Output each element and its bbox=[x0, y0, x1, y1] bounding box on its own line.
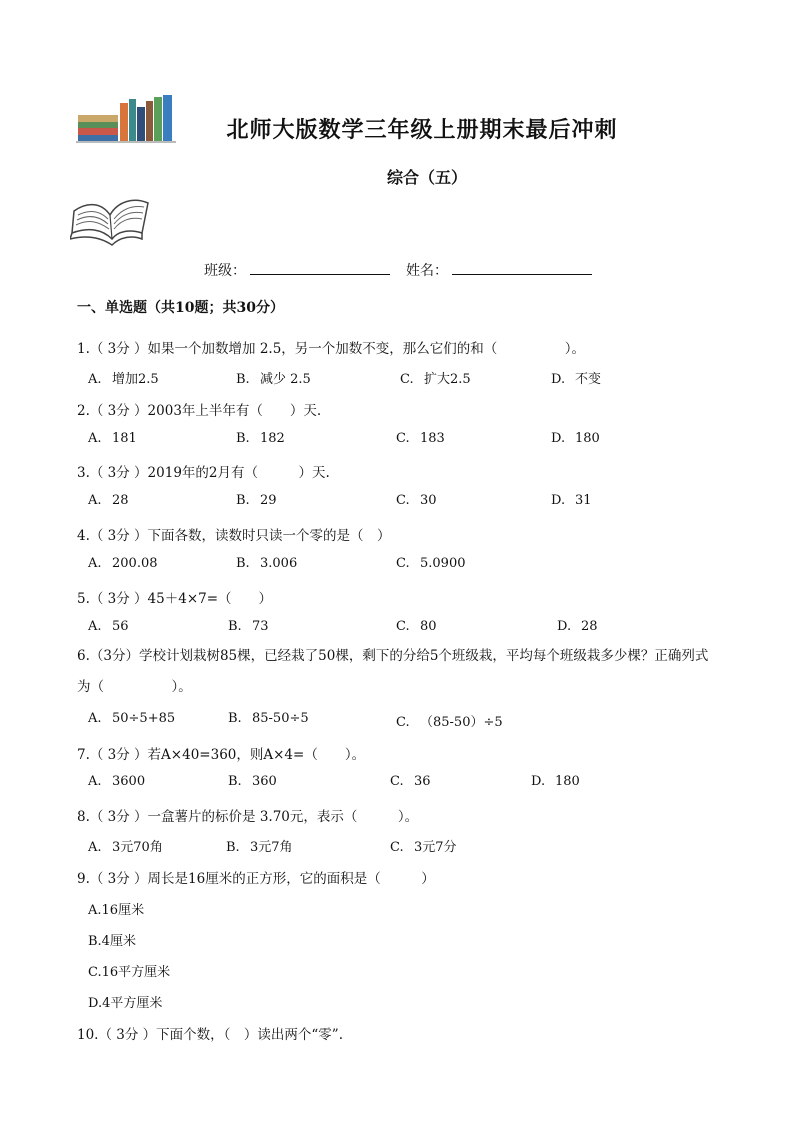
question-3-option-b: B. 29 bbox=[236, 493, 277, 508]
question-9-option-d: D.4平方厘米 bbox=[88, 996, 163, 1011]
question-8-option-a: A. 3元70角 bbox=[88, 840, 163, 855]
question-3-option-a: A. 28 bbox=[88, 493, 129, 508]
question-7-option-a: A. 3600 bbox=[88, 774, 146, 789]
class-blank-line bbox=[250, 260, 390, 275]
question-1-option-b: B. 减少 2.5 bbox=[236, 372, 311, 387]
question-6-option-c: C. （85-50）÷5 bbox=[396, 715, 503, 730]
question-2-option-d: D. 180 bbox=[551, 431, 600, 446]
name-label: 姓名： bbox=[406, 263, 448, 279]
document-subtitle: 综合（五） bbox=[386, 168, 467, 187]
question-7-option-b: B. 360 bbox=[228, 774, 277, 789]
question-4-option-c: C. 5.0900 bbox=[396, 556, 466, 571]
question-2-option-c: C. 183 bbox=[396, 431, 445, 446]
question-9: 9.（ 3分 ）周长是16厘米的正方形，它的面积是（ ） bbox=[77, 871, 435, 887]
question-4-option-a: A. 200.08 bbox=[88, 556, 158, 571]
section-title: 一、单选题（共10题；共30分） bbox=[77, 300, 284, 316]
class-label: 班级： bbox=[204, 263, 246, 279]
question-5-option-a: A. 56 bbox=[88, 619, 129, 634]
question-9-option-c: C.16平方厘米 bbox=[88, 965, 171, 980]
question-8-option-c: C. 3元7分 bbox=[390, 840, 457, 855]
question-10: 10.（ 3分 ）下面个数，（ ）读出两个“零”. bbox=[77, 1027, 343, 1043]
open-book-image bbox=[70, 193, 150, 248]
question-9-option-b: B.4厘米 bbox=[88, 934, 136, 949]
question-6-option-a: A. 50÷5+85 bbox=[88, 711, 176, 726]
question-9-option-a: A.16厘米 bbox=[88, 903, 145, 918]
question-4: 4.（ 3分 ）下面各数，读数时只读一个零的是（ ） bbox=[77, 528, 391, 544]
question-3-option-d: D. 31 bbox=[551, 493, 592, 508]
question-7: 7.（ 3分 ）若A×40=360，则A×4=（ ）。 bbox=[77, 747, 366, 763]
question-6: 6.（3分）学校计划栽树85棵，已经栽了50棵，剩下的分给5个班级栽，平均每个班级栽多少棵？正确列式为（ ）。 bbox=[77, 648, 709, 695]
question-4-option-b: B. 3.006 bbox=[236, 556, 298, 571]
question-5-option-d: D. 28 bbox=[557, 619, 598, 634]
question-5-option-c: C. 80 bbox=[396, 619, 437, 634]
question-3-option-c: C. 30 bbox=[396, 493, 437, 508]
question-2-option-b: B. 182 bbox=[236, 431, 285, 446]
question-2: 2.（ 3分 ）2003年上半年有（ ）天. bbox=[77, 403, 322, 419]
question-6-option-b: B. 85-50÷5 bbox=[228, 711, 309, 726]
question-1-option-a: A. 增加2.5 bbox=[88, 372, 159, 387]
question-3: 3.（ 3分 ）2019年的2月有（ ）天. bbox=[77, 465, 330, 481]
question-7-option-c: C. 36 bbox=[390, 774, 431, 789]
class-field bbox=[204, 260, 390, 280]
question-2-option-a: A. 181 bbox=[88, 431, 137, 446]
question-1-option-c: C. 扩大2.5 bbox=[400, 372, 471, 387]
document-title: 北师大版数学三年级上册期末最后冲刺 bbox=[226, 117, 618, 143]
name-field bbox=[406, 260, 592, 280]
question-5-option-b: B. 73 bbox=[228, 619, 269, 634]
question-1-option-d: D. 不变 bbox=[551, 372, 602, 387]
question-1: 1.（ 3分 ）如果一个加数增加 2.5，另一个加数不变，那么它们的和（ ）。 bbox=[77, 341, 586, 357]
question-8: 8.（ 3分 ）一盒薯片的标价是 3.70元，表示（ ）。 bbox=[77, 809, 419, 825]
question-5: 5.（ 3分 ）45＋4×7=（ ） bbox=[77, 591, 273, 607]
question-8-option-b: B. 3元7角 bbox=[226, 840, 293, 855]
question-7-option-d: D. 180 bbox=[531, 774, 580, 789]
name-blank-line bbox=[452, 260, 592, 275]
